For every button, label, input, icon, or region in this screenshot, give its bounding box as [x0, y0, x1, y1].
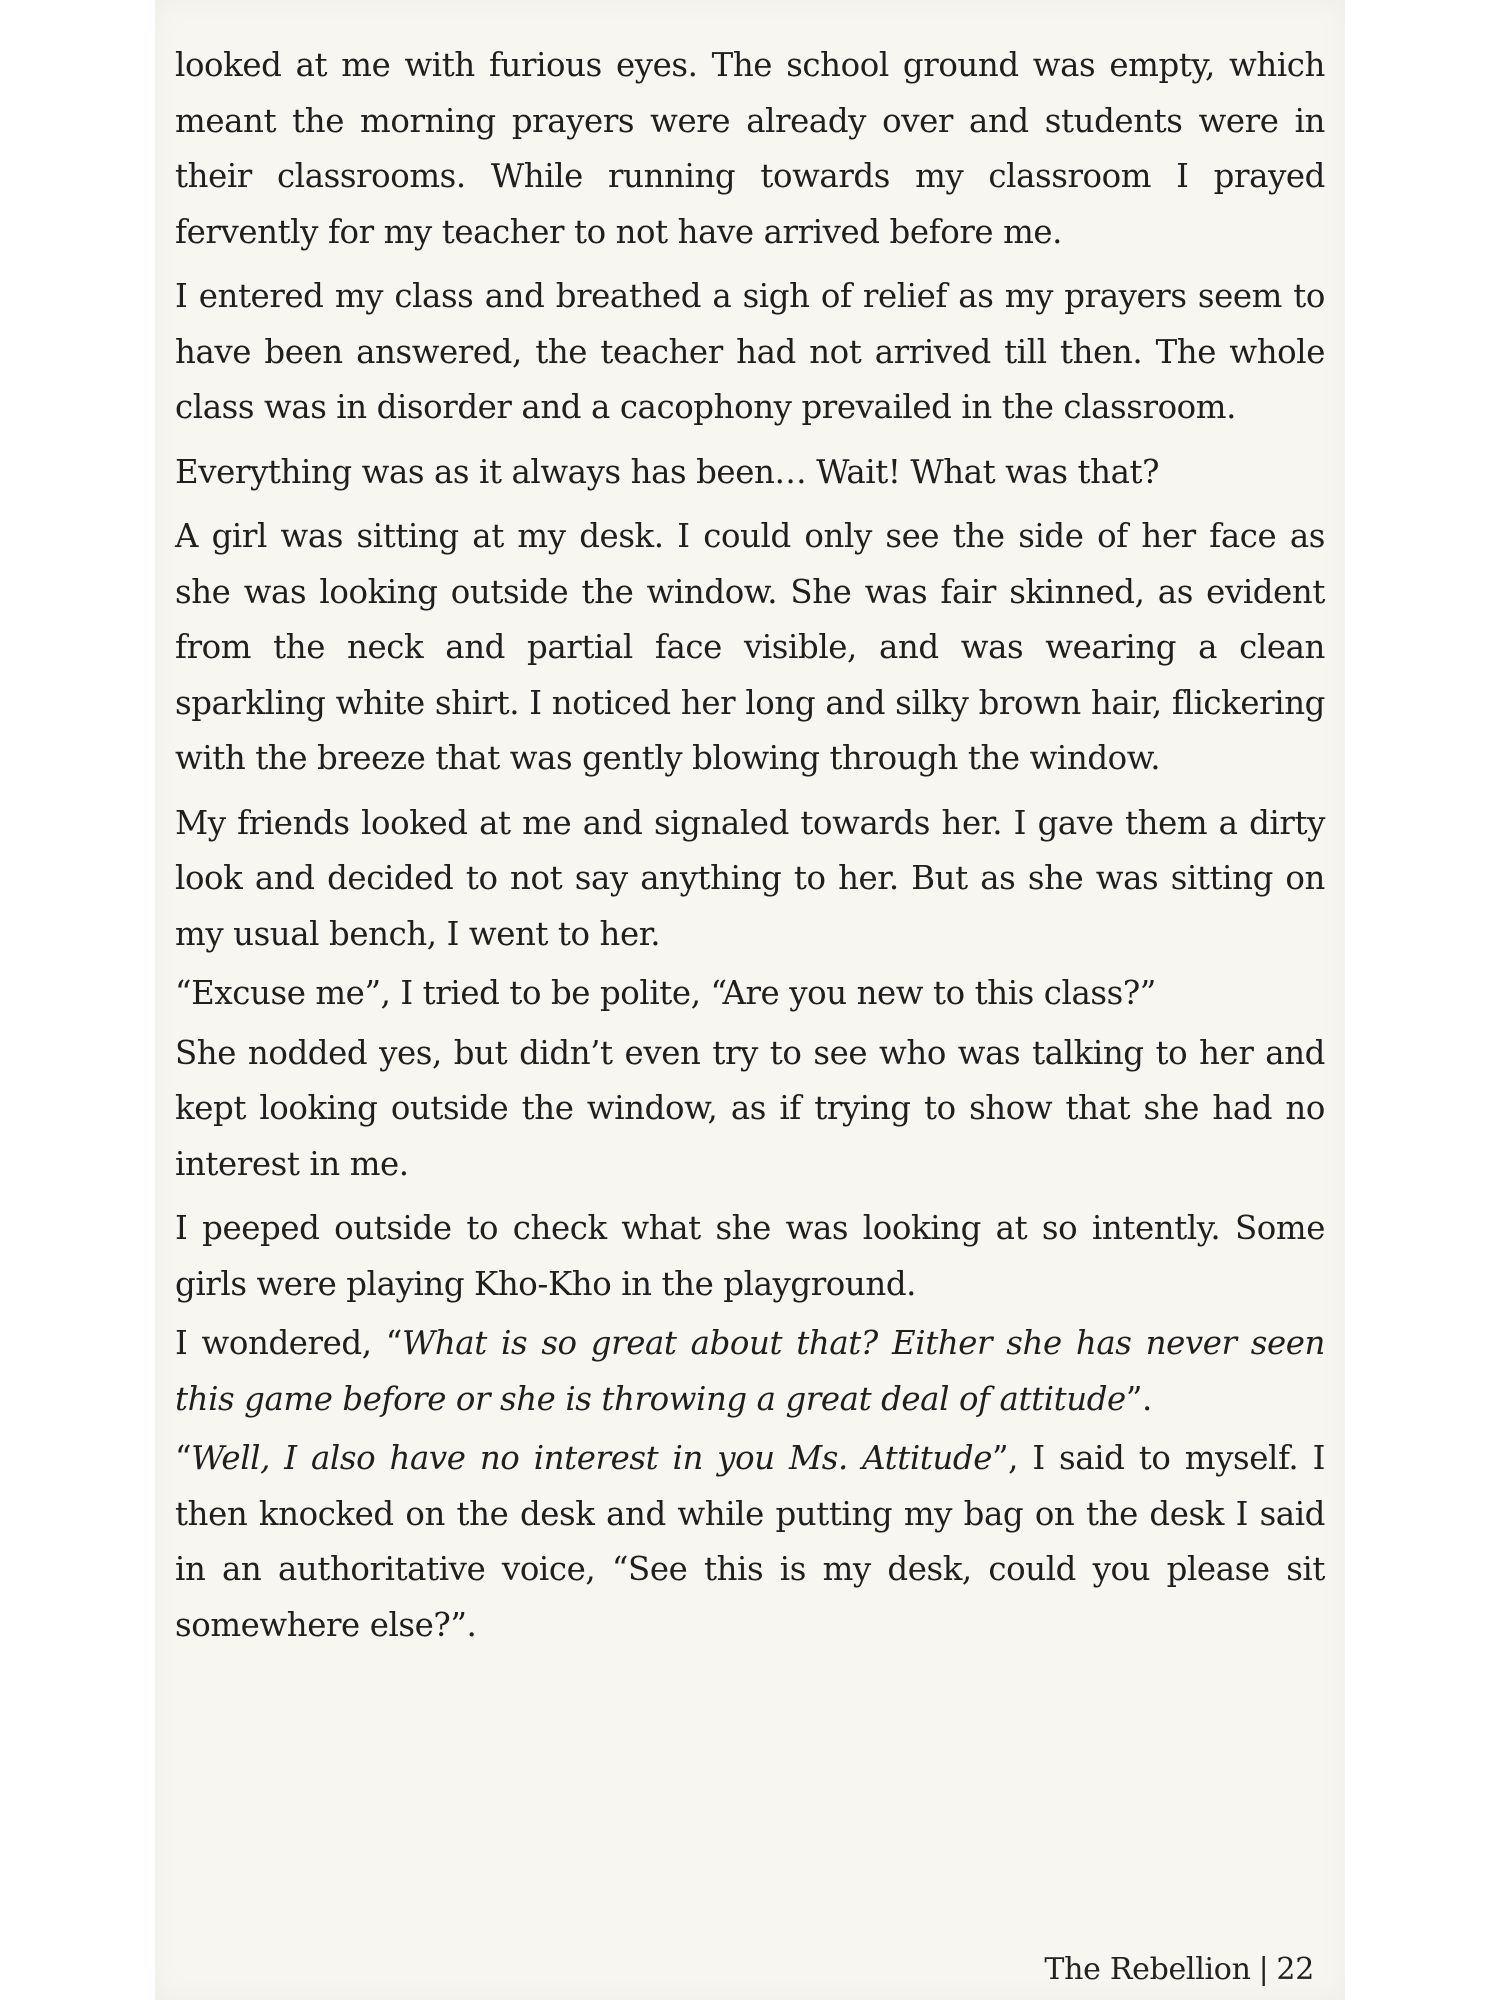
paragraph-10-lead: “: [175, 1439, 192, 1477]
footer-separator: |: [1258, 1952, 1269, 1987]
paragraph-5: My friends looked at me and signaled towards her. I gave them a dirty look and decided to not say anything to her. But as she was sitting on my usual bench, I went to her.: [175, 803, 1325, 953]
page-footer: [1044, 1952, 1314, 1987]
paragraph-4: A girl was sitting at my desk. I could only see the side of her face as she was looking outside the window. She was fair skinned, as evident from the neck and partial face visible, and was wearing a clean sparkling white shirt. I noticed her long and silky brown hair, flickering with the breeze that was gently blowing through the window.: [175, 517, 1325, 777]
paragraph-2: I entered my class and breathed a sigh of relief as my prayers seem to have been answered, the teacher had not arrived till then. The whole class was in disorder and a cacophony prevailed in the classroom.: [175, 277, 1325, 426]
paragraph-9-tail: ”.: [1125, 1379, 1152, 1418]
paragraph-6: “Excuse me”, I tried to be polite, “Are you new to this class?”: [175, 974, 1156, 1012]
paragraph-10: [175, 1431, 1325, 1653]
page-number: 22: [1276, 1952, 1314, 1987]
paragraph-7: She nodded yes, but didn’t even try to see who was talking to her and kept looking outside the window, as if trying to show that she had no interest in me.: [175, 1033, 1325, 1183]
paragraph-9-thought: What is so great about that? Either she has never seen this game before or she is throwing a great deal of attitude: [175, 1324, 1326, 1418]
paragraph-10-tail: ”, I said to myself. I then knocked on the desk and while putting my bag on the desk I said in an authoritative voice, “See this is my desk, could you please sit somewhere else?”.: [175, 1439, 1325, 1644]
book-title: The Rebellion: [1044, 1952, 1251, 1987]
paragraph-9: [175, 1316, 1325, 1427]
paragraph-10-thought: Well, I also have no interest in you Ms. Attitude: [191, 1439, 992, 1477]
paragraph-8: I peeped outside to check what she was looking at so intently. Some girls were playing Kho-Kho in the playground.: [175, 1209, 1325, 1303]
book-page: [155, 0, 1345, 2000]
paragraph-9-lead: I wondered, “: [175, 1324, 402, 1362]
paragraph-1: looked at me with furious eyes. The school ground was empty, which meant the morning prayers were already over and students were in their classrooms. While running towards my classroom I prayed fervently for my teacher to not have arrived before me.: [175, 46, 1325, 251]
paragraph-3: Everything was as it always has been… Wait! What was that?: [175, 452, 1160, 491]
body-text: [175, 38, 1325, 1662]
